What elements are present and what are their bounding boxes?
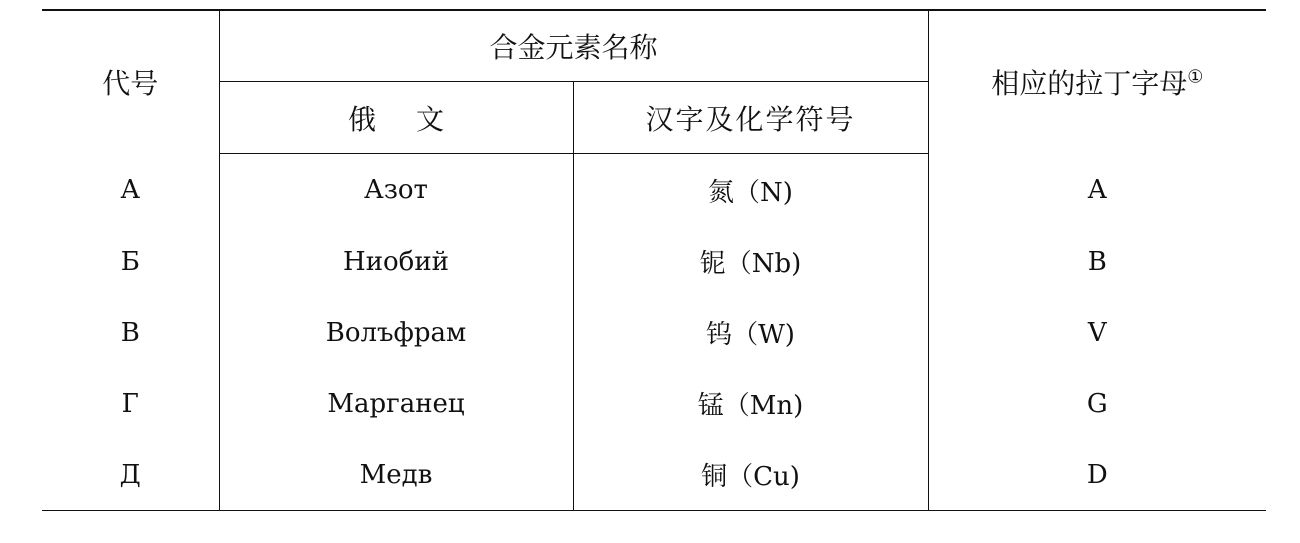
header-russian [219,82,573,154]
cell-chinese: 氮（N) [573,154,928,227]
alloy-element-code-table [42,9,1266,511]
header-chinese-symbol: 汉字及化学符号 [573,82,928,154]
cell-latin: V [1087,317,1107,348]
code-table [42,9,1266,511]
header-latin-letter-text: 相应的拉丁字母 [991,67,1188,101]
table-row [42,154,1266,227]
cell-russian: Волъфрам [219,297,573,368]
table-row [42,226,1266,297]
cell-latin: A [1087,174,1107,205]
cell-latin: D [928,439,1266,511]
table-row [42,368,1266,439]
header-code: 代号 [42,10,219,154]
table-row [42,439,1266,511]
header-russian-char2: 文 [416,102,445,136]
cell-chinese: 铌（Nb) [573,226,928,297]
table-row [42,297,1266,368]
cell-russian: Азот [219,154,573,227]
cell-russian: Ниобий [219,226,573,297]
cell-russian: Медв [219,439,573,511]
cell-chinese: 锰（Mn) [573,368,928,439]
cell-code: В [42,297,219,368]
footnote-marker: ① [1187,66,1204,88]
cell-latin: G [1086,388,1108,419]
cell-chinese: 钨（W) [573,297,928,368]
cell-code: Г [42,368,219,439]
header-russian-char1: 俄 [347,102,376,136]
cell-chinese: 铜（Cu) [573,439,928,511]
cell-latin: B [1087,246,1107,277]
cell-code: Б [42,226,219,297]
cell-code: А [42,154,219,227]
cell-code: Д [42,439,219,511]
header-latin-letter [928,10,1266,154]
cell-russian: Марганец [219,368,573,439]
header-alloy-element-name: 合金元素名称 [219,10,928,82]
